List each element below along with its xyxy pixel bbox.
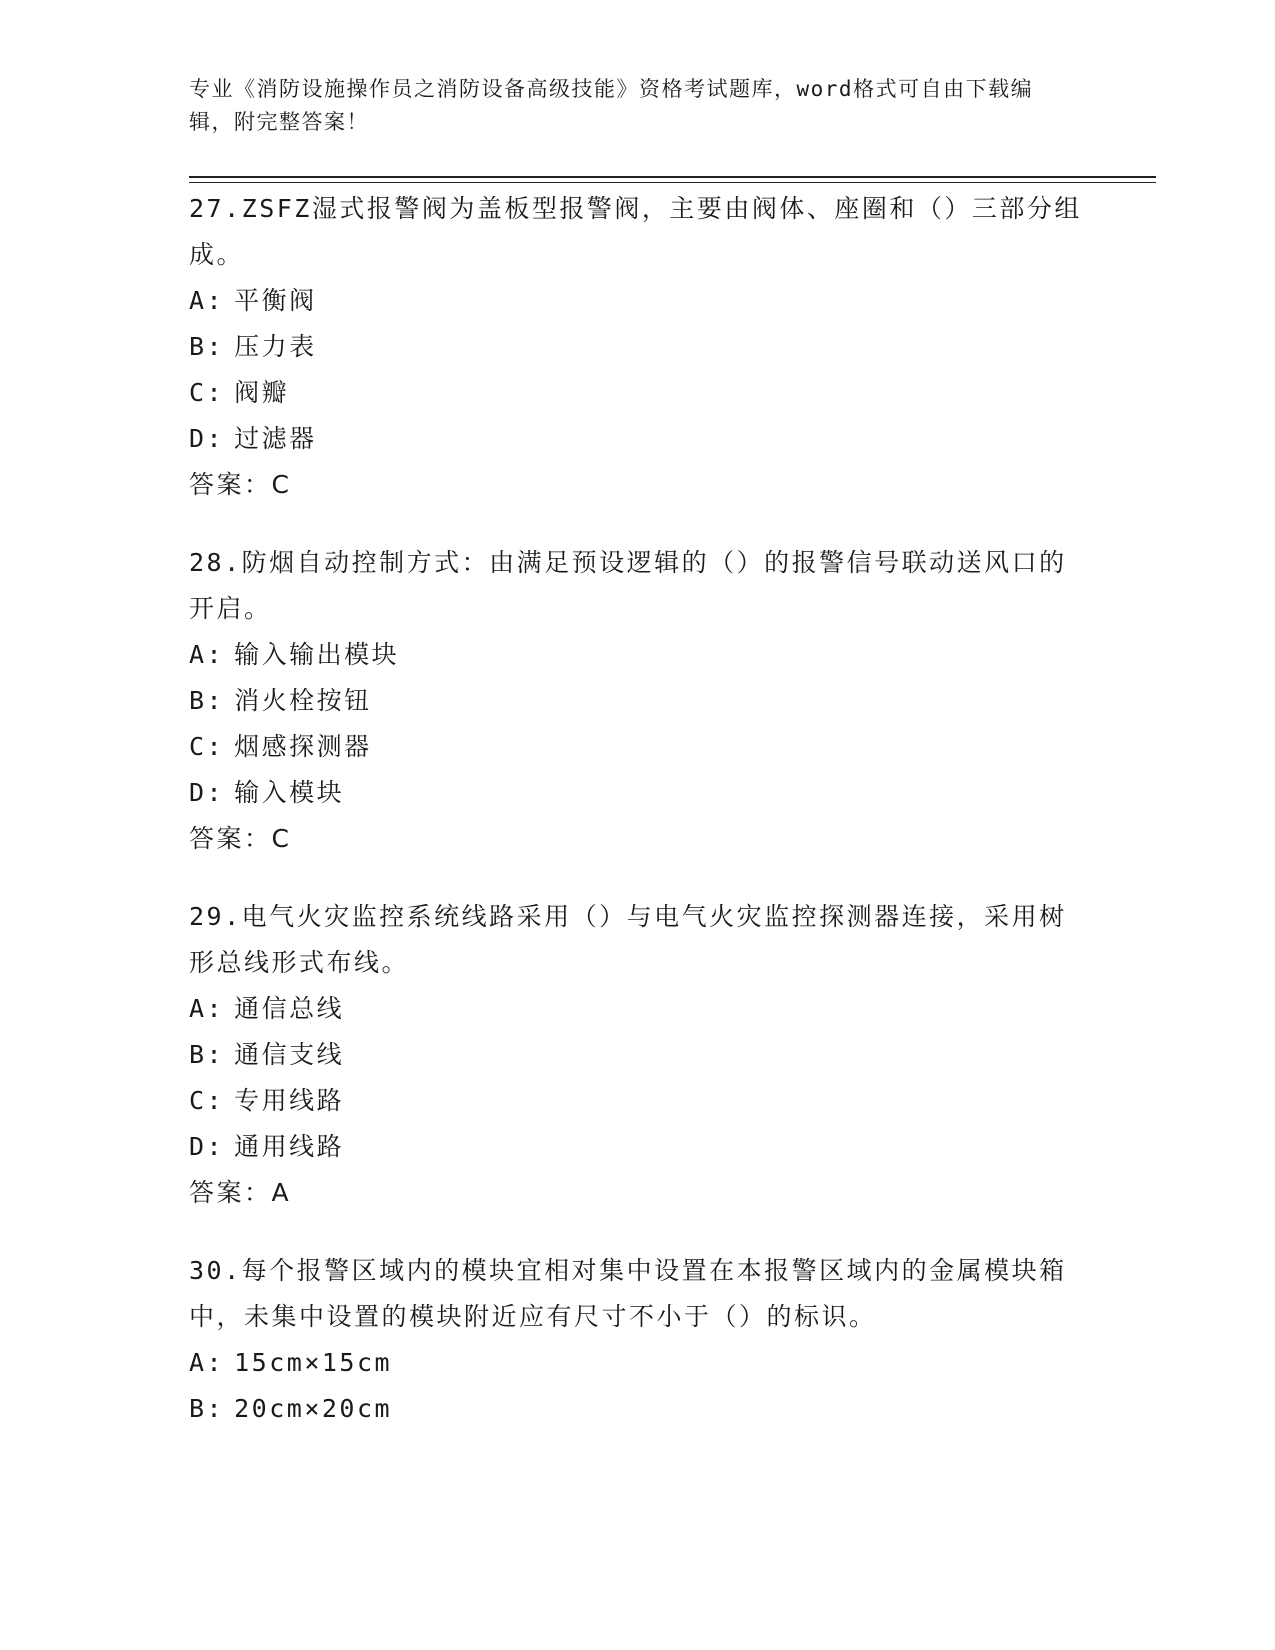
option-d: [189, 416, 1089, 462]
option-text: 20cm×20cm: [234, 1394, 393, 1423]
option-key: C:: [189, 732, 225, 761]
option-text: 压力表: [234, 332, 317, 361]
option-text: 专用线路: [234, 1086, 345, 1115]
question-27: [189, 186, 1089, 508]
option-text: 过滤器: [234, 424, 317, 453]
question-28: [189, 540, 1089, 862]
answer-line: 答案：C: [189, 470, 292, 499]
question-30: [189, 1248, 1089, 1432]
option-text: 阀瓣: [234, 378, 290, 407]
option-key: B:: [189, 332, 225, 361]
option-b: [189, 1386, 1089, 1432]
option-b: [189, 1032, 1089, 1078]
option-a: [189, 1340, 1089, 1386]
option-a: [189, 632, 1089, 678]
answer-line: 答案：C: [189, 824, 292, 853]
header-rule-thick: [189, 176, 1156, 178]
option-key: D:: [189, 1132, 225, 1161]
option-text: 输入输出模块: [234, 640, 400, 669]
option-text: 15cm×15cm: [234, 1348, 393, 1377]
option-key: D:: [189, 424, 225, 453]
question-stem: 30.每个报警区域内的模块宜相对集中设置在本报警区域内的金属模块箱中，未集中设置的模块附近应有尺寸不小于（）的标识。: [189, 1256, 1067, 1331]
question-stem: 29.电气火灾监控系统线路采用（）与电气火灾监控探测器连接，采用树形总线形式布线。: [189, 902, 1067, 977]
option-text: 消火栓按钮: [234, 686, 372, 715]
question-list: [189, 186, 1089, 1464]
option-key: C:: [189, 378, 225, 407]
option-text: 通用线路: [234, 1132, 345, 1161]
option-b: [189, 324, 1089, 370]
option-key: D:: [189, 778, 225, 807]
question-stem: 27.ZSFZ湿式报警阀为盖板型报警阀，主要由阀体、座圈和（）三部分组成。: [189, 194, 1082, 269]
question-29: [189, 894, 1089, 1216]
answer-line: 答案：A: [189, 1178, 292, 1207]
option-d: [189, 770, 1089, 816]
header-note: 专业《消防设施操作员之消防设备高级技能》资格考试题库，word格式可自由下载编辑，附完整答案！: [189, 77, 1034, 134]
option-text: 通信总线: [234, 994, 345, 1023]
option-b: [189, 678, 1089, 724]
option-key: B:: [189, 686, 225, 715]
option-a: [189, 986, 1089, 1032]
header-rule-thin: [189, 182, 1156, 183]
option-text: 烟感探测器: [234, 732, 372, 761]
option-key: A:: [189, 1348, 225, 1377]
option-text: 平衡阀: [234, 286, 317, 315]
option-key: C:: [189, 1086, 225, 1115]
option-key: A:: [189, 640, 225, 669]
option-c: [189, 1078, 1089, 1124]
option-d: [189, 1124, 1089, 1170]
option-text: 输入模块: [234, 778, 345, 807]
option-key: B:: [189, 1040, 225, 1069]
option-text: 通信支线: [234, 1040, 345, 1069]
option-key: A:: [189, 994, 225, 1023]
option-c: [189, 724, 1089, 770]
option-a: [189, 278, 1089, 324]
question-stem: 28.防烟自动控制方式：由满足预设逻辑的（）的报警信号联动送风口的开启。: [189, 548, 1067, 623]
option-c: [189, 370, 1089, 416]
option-key: B:: [189, 1394, 225, 1423]
option-key: A:: [189, 286, 225, 315]
